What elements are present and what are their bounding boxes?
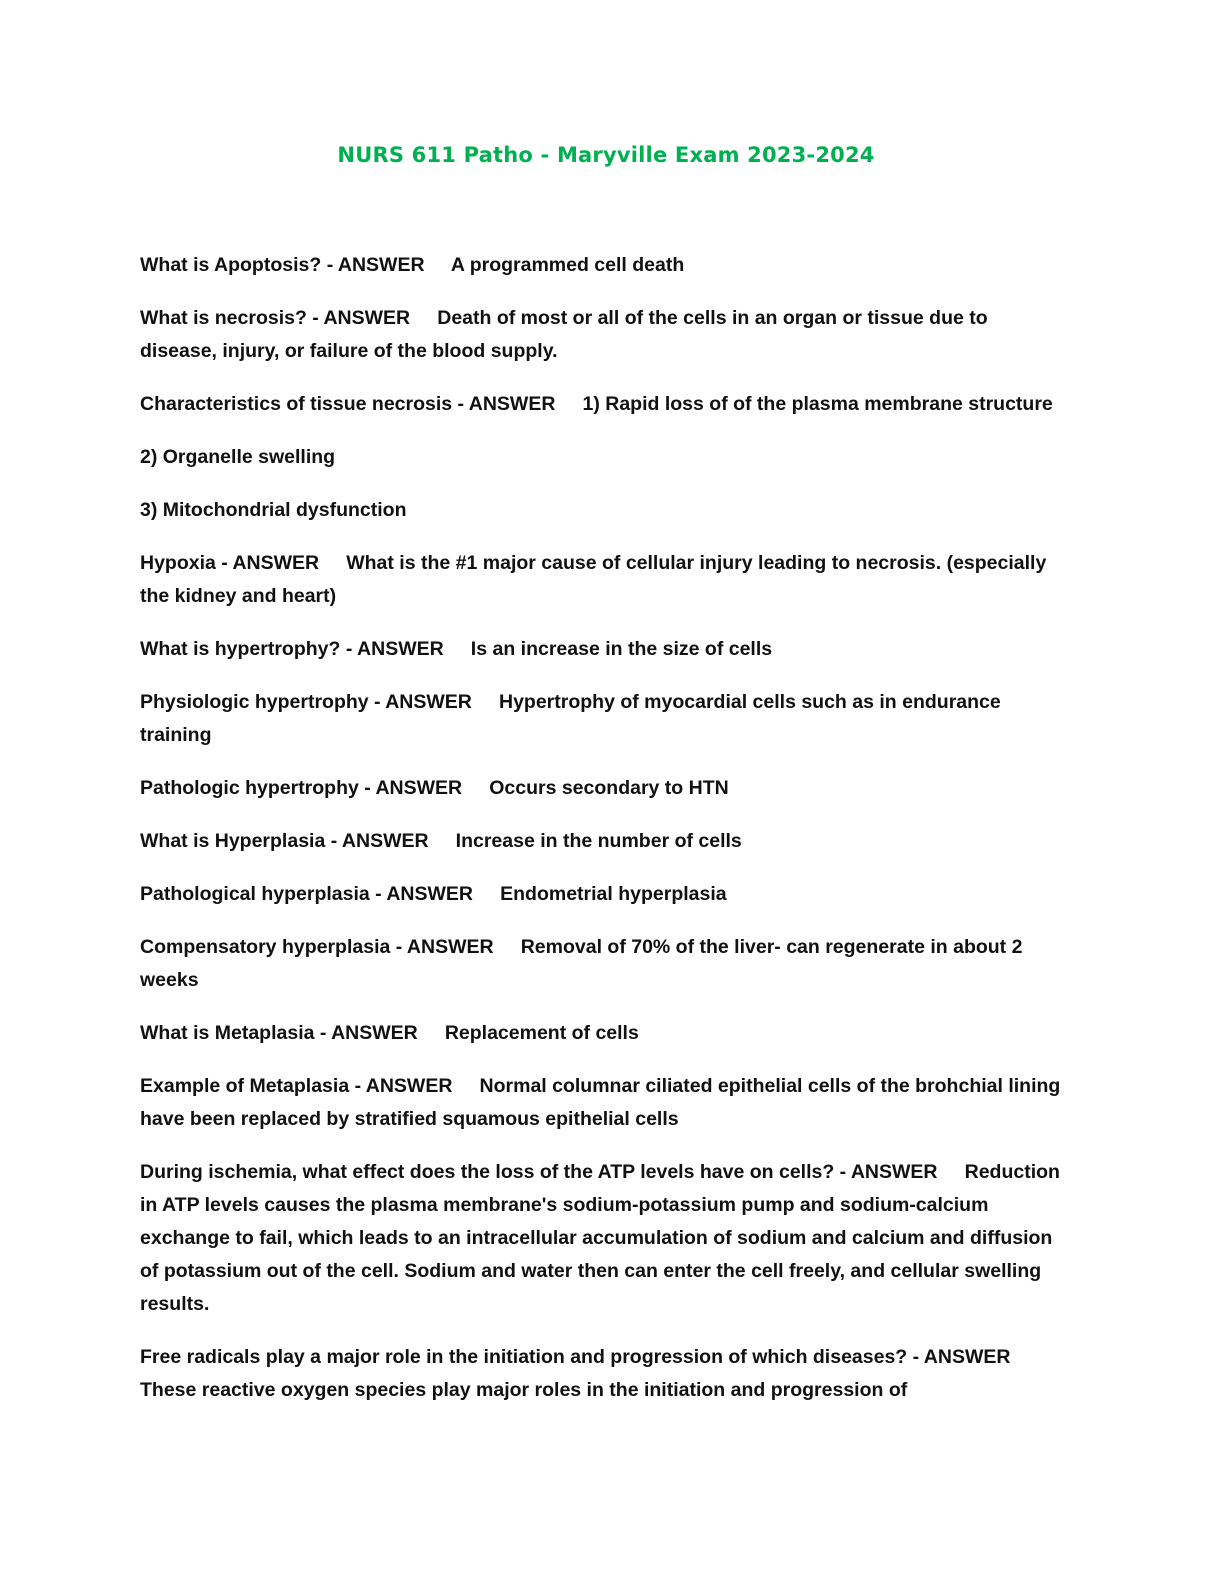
qa-item-pathological-hyperplasia	[140, 878, 1070, 911]
answer: Reduction in ATP levels causes the plasma membrane's sodium-potassium pump and sodium-calcium exchange to fail, which leads to an intracellular accumulation of sodium and calcium and diffusion of potassium out of the cell. Sodium and water then can enter the cell freely, and cellular swelling results.	[140, 1161, 1066, 1315]
question: Hypoxia - ANSWER	[140, 552, 320, 574]
qa-item-apoptosis	[140, 249, 1070, 282]
question: What is Hyperplasia - ANSWER	[140, 830, 429, 852]
qa-item-compensatory-hyperplasia	[140, 931, 1070, 997]
qa-item-pathologic-hypertrophy	[140, 772, 1070, 805]
question: Pathologic hypertrophy - ANSWER	[140, 777, 463, 799]
question: What is hypertrophy? - ANSWER	[140, 638, 444, 660]
qa-item-free-radicals	[140, 1341, 1070, 1407]
answer: These reactive oxygen species play major roles in the initiation and progression of	[140, 1379, 908, 1401]
qa-item-necrosis	[140, 302, 1070, 368]
question: Free radicals play a major role in the initiation and progression of which diseases? - ANSWER	[140, 1346, 1011, 1368]
qa-item-hyperplasia	[140, 825, 1070, 858]
question: Characteristics of tissue necrosis - ANSWER	[140, 393, 556, 415]
answer: Occurs secondary to HTN	[489, 777, 729, 799]
qa-item-mitochondrial-dysfunction	[140, 494, 1070, 527]
question: What is Apoptosis? - ANSWER	[140, 254, 425, 276]
answer: 1) Rapid loss of of the plasma membrane structure	[582, 393, 1053, 415]
document-title: NURS 611 Patho - Maryville Exam 2023-2024	[337, 143, 875, 167]
answer: 3) Mitochondrial dysfunction	[140, 499, 407, 521]
question: Physiologic hypertrophy - ANSWER	[140, 691, 472, 713]
question: During ischemia, what effect does the loss of the ATP levels have on cells? - ANSWER	[140, 1161, 938, 1183]
qa-item-metaplasia	[140, 1017, 1070, 1050]
qa-item-organelle-swelling	[140, 441, 1070, 474]
document-body	[140, 249, 1070, 1427]
answer: Is an increase in the size of cells	[470, 638, 773, 660]
answer: What is the #1 major cause of cellular injury leading to necrosis. (especially the kidney and heart)	[140, 552, 1052, 607]
answer: 2) Organelle swelling	[140, 446, 336, 468]
answer: Normal columnar ciliated epithelial cells of the brohchial lining have been replaced by stratified squamous epithelial cells	[140, 1075, 1066, 1130]
qa-item-characteristics-necrosis	[140, 388, 1070, 421]
question: What is Metaplasia - ANSWER	[140, 1022, 418, 1044]
qa-item-physiologic-hypertrophy	[140, 686, 1070, 752]
answer: Endometrial hyperplasia	[500, 883, 727, 905]
question: Compensatory hyperplasia - ANSWER	[140, 936, 494, 958]
qa-item-hypoxia	[140, 547, 1070, 613]
qa-item-hypertrophy	[140, 633, 1070, 666]
answer: Replacement of cells	[444, 1022, 639, 1044]
answer: Death of most or all of the cells in an organ or tissue due to disease, injury, or failure of the blood supply.	[140, 307, 994, 362]
question: Pathological hyperplasia - ANSWER	[140, 883, 474, 905]
answer: Removal of 70% of the liver- can regenerate in about 2 weeks	[140, 936, 1028, 991]
question: Example of Metaplasia - ANSWER	[140, 1075, 453, 1097]
answer: Increase in the number of cells	[455, 830, 742, 852]
answer: Hypertrophy of myocardial cells such as in endurance training	[140, 691, 1007, 746]
answer: A programmed cell death	[450, 254, 685, 276]
qa-item-example-metaplasia	[140, 1070, 1070, 1136]
qa-item-ischemia-atp	[140, 1156, 1070, 1321]
question: What is necrosis? - ANSWER	[140, 307, 411, 329]
